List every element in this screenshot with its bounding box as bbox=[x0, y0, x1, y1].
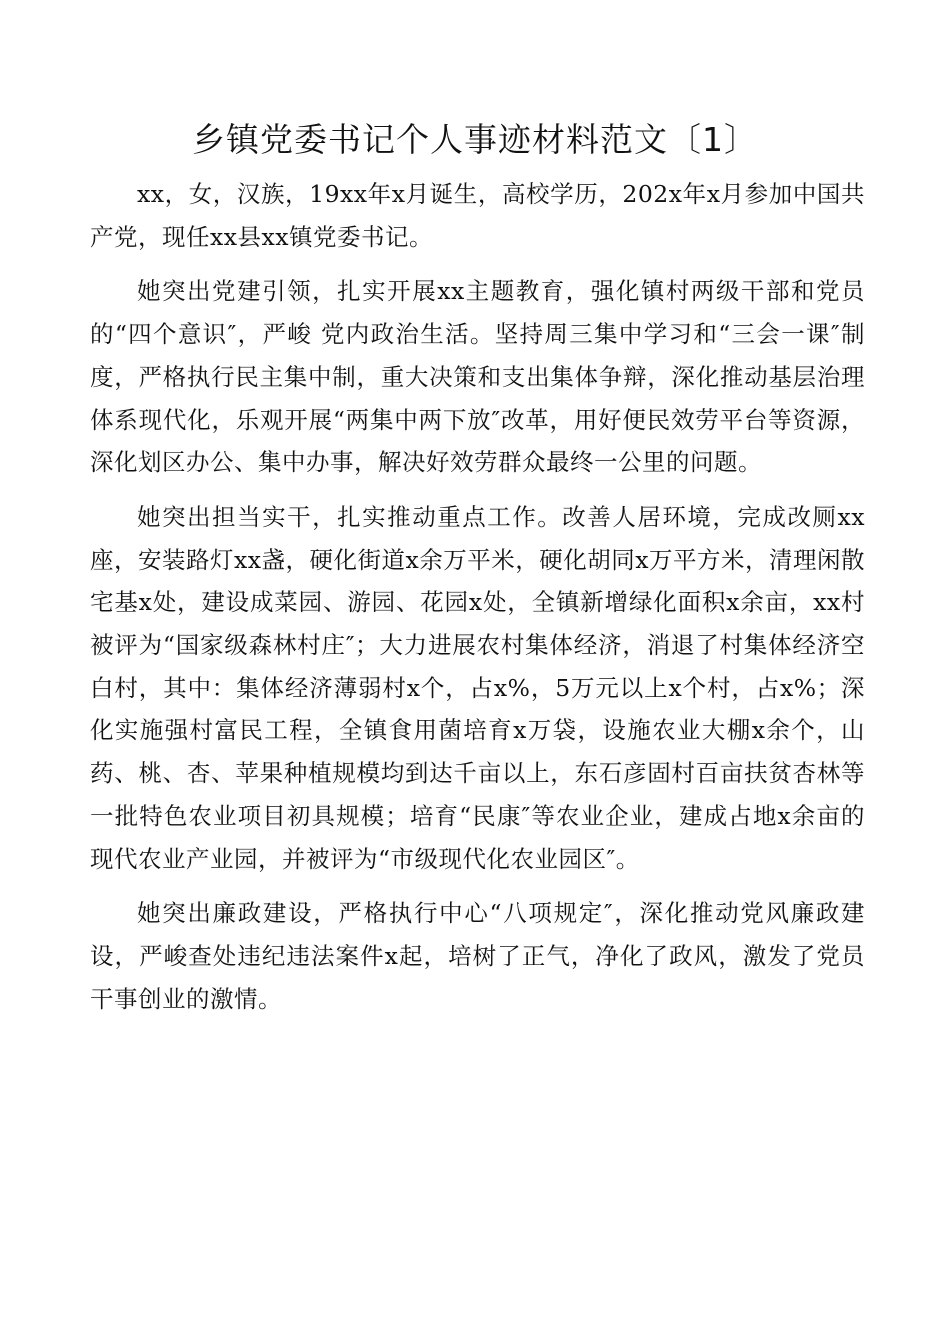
paragraph-key-work: 她突出担当实干，扎实推动重点工作。改善人居环境，完成改厕xx座，安装路灯xx盏，硬化街道x余万平米，硬化胡同x万平方米，清理闲散宅基x处，建设成菜园、游园、花园x处，全镇新增绿化面积x余亩，xx村被评为“国家级森林村庄″；大力进展农村集体经济，消退了村集体经济空白村，其中：集体经济薄弱村x个，占x%，5万元以上x个村，占x%；深化实施强村富民工程，全镇食用菌培育x万袋，设施农业大棚x余个，山药、桃、杏、苹果种植规模均到达千亩以上，东石彦固村百亩扶贫杏林等一批特色农业项目初具规模；培育“民康″等农业企业，建成占地x余亩的现代农业产业园，并被评为“市级现代化农业园区″。 bbox=[90, 502, 866, 873]
paragraph-integrity: 她突出廉政建设，严格执行中心“八项规定″，深化推动党风廉政建设，严峻查处违纪违法案件x起，培树了正气，净化了政风，激发了党员干事创业的激情。 bbox=[90, 899, 865, 1013]
paragraph-party-building: 她突出党建引领，扎实开展xx主题教育，强化镇村两级干部和党员的“四个意识″，严峻 党内政治生活。坚持周三集中学习和“三会一课″制度，严格执行民主集中制，重大决策和支出集体争辩，深化推动基层治理体系现代化，乐观开展“两集中两下放″改革，用好便民效劳平台等资源，深化划区办公、集中办事，解决好效劳群众最终一公里的问题。 bbox=[90, 277, 865, 477]
document-title: 乡镇党委书记个人事迹材料范文〔1〕 bbox=[192, 120, 758, 159]
paragraph-basic-info: xx，女，汉族，19xx年x月诞生，高校学历，202x年x月参加中国共产党，现任xx县xx镇党委书记。 bbox=[90, 180, 865, 251]
document-body bbox=[90, 173, 865, 1032]
